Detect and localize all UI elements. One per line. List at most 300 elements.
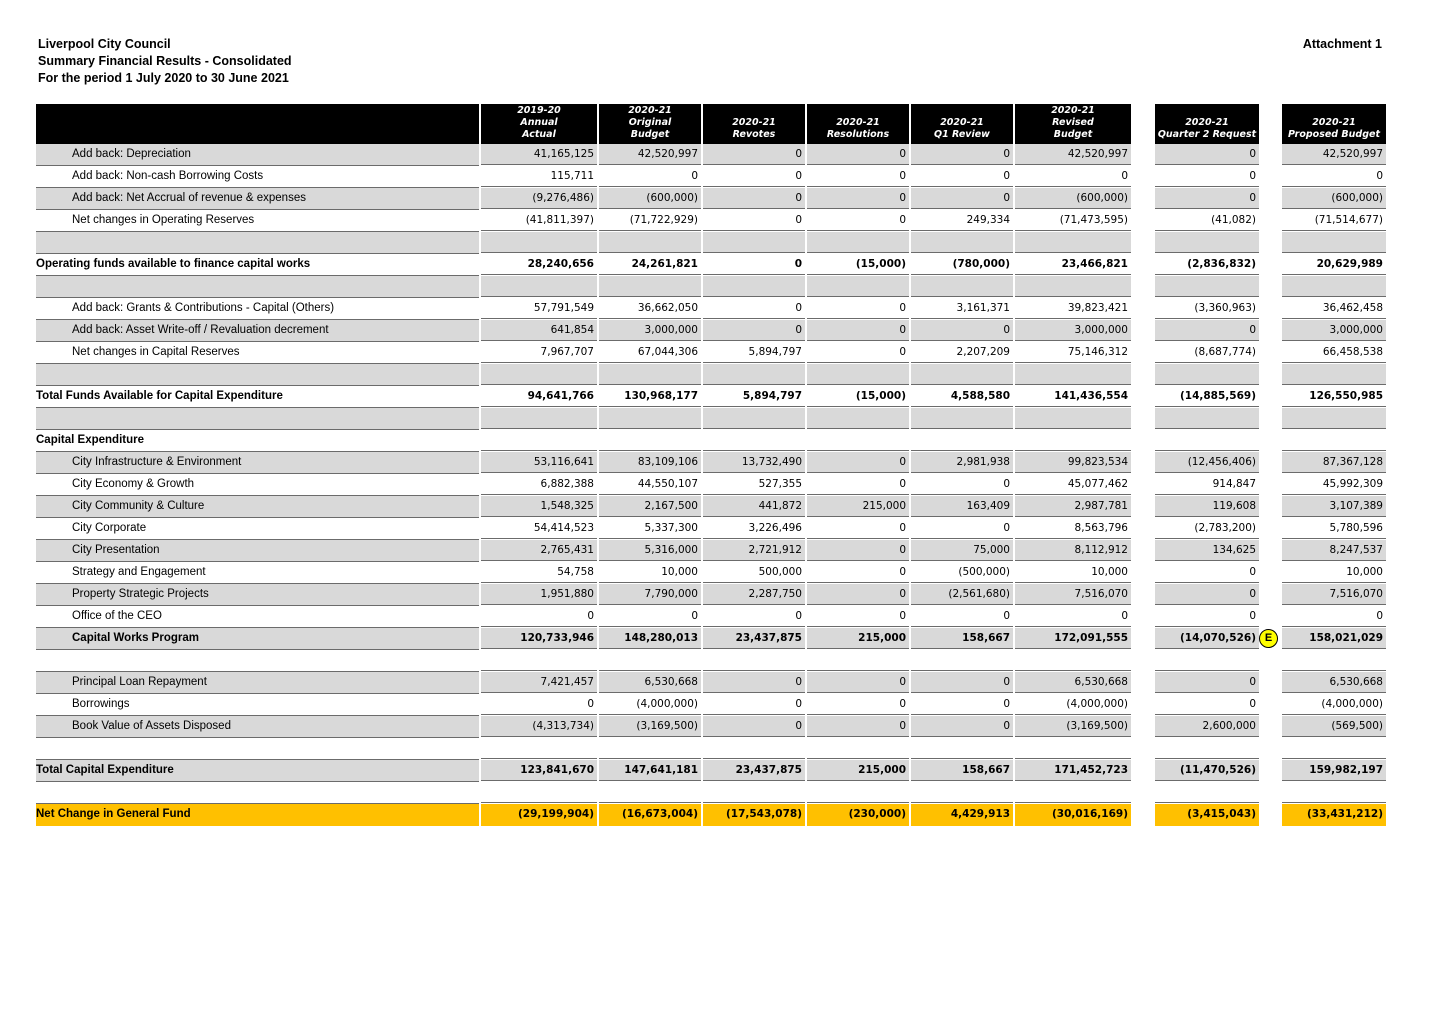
value-cell: (600,000) — [1015, 188, 1131, 209]
value-cell — [1015, 408, 1131, 429]
value-cell — [1282, 650, 1386, 671]
value-cell: 0 — [1155, 188, 1259, 209]
value-cell: 0 — [1155, 562, 1259, 583]
org-name: Liverpool City Council — [38, 37, 171, 51]
value-cell: 163,409 — [911, 496, 1013, 517]
value-cell — [1155, 232, 1259, 253]
value-cell: 0 — [703, 188, 805, 209]
column-header-line: Budget — [1053, 129, 1093, 140]
table-row — [0, 474, 1446, 496]
value-cell: 215,000 — [807, 628, 909, 649]
value-cell: (15,000) — [807, 254, 909, 275]
row-label: Net changes in Operating Reserves — [36, 210, 479, 232]
value-cell: 134,625 — [1155, 540, 1259, 561]
value-cell: 0 — [599, 166, 701, 187]
value-cell: 2,981,938 — [911, 452, 1013, 473]
value-cell — [1282, 782, 1386, 803]
value-cell: 54,758 — [481, 562, 597, 583]
attachment-label: Attachment 1 — [1302, 37, 1382, 51]
table-row — [0, 210, 1446, 232]
value-cell: 6,882,388 — [481, 474, 597, 495]
value-cell: (4,000,000) — [1015, 694, 1131, 715]
value-cell: 3,161,371 — [911, 298, 1013, 319]
value-cell: 0 — [807, 672, 909, 693]
table-row — [0, 496, 1446, 518]
column-header-line: Budget — [630, 129, 670, 140]
row-label: Office of the CEO — [36, 606, 479, 628]
value-cell: 0 — [911, 144, 1013, 165]
value-cell: 45,077,462 — [1015, 474, 1131, 495]
value-cell: (2,783,200) — [1155, 518, 1259, 539]
value-cell: 123,841,670 — [481, 760, 597, 781]
value-cell — [481, 738, 597, 759]
value-cell: (4,000,000) — [599, 694, 701, 715]
value-cell: 2,765,431 — [481, 540, 597, 561]
column-header-line: 2020-21 — [732, 117, 776, 128]
value-cell: (230,000) — [807, 804, 909, 826]
value-cell: 0 — [911, 672, 1013, 693]
value-cell: 0 — [807, 584, 909, 605]
value-cell — [481, 276, 597, 297]
row-label: Strategy and Engagement — [36, 562, 479, 584]
value-cell: 0 — [703, 716, 805, 737]
table-row — [0, 232, 1446, 254]
value-cell: 1,951,880 — [481, 584, 597, 605]
value-cell: 0 — [1282, 606, 1386, 627]
value-cell: (2,561,680) — [911, 584, 1013, 605]
value-cell: 36,662,050 — [599, 298, 701, 319]
value-cell: 39,823,421 — [1015, 298, 1131, 319]
table-row — [0, 672, 1446, 694]
value-cell: 94,641,766 — [481, 386, 597, 407]
report-title: Summary Financial Results - Consolidated — [38, 54, 292, 68]
table-row — [0, 342, 1446, 364]
value-cell: 24,261,821 — [599, 254, 701, 275]
row-label: Total Funds Available for Capital Expenditure — [36, 386, 479, 408]
value-cell: 0 — [807, 166, 909, 187]
value-cell: 0 — [703, 210, 805, 231]
value-cell: 0 — [807, 716, 909, 737]
value-cell — [1155, 430, 1259, 451]
value-cell: (15,000) — [807, 386, 909, 407]
value-cell — [911, 276, 1013, 297]
value-cell: 66,458,538 — [1282, 342, 1386, 363]
value-cell: 10,000 — [599, 562, 701, 583]
value-cell: 8,563,796 — [1015, 518, 1131, 539]
value-cell — [703, 408, 805, 429]
report-header-block — [38, 36, 292, 87]
value-cell — [911, 738, 1013, 759]
column-header — [703, 104, 805, 144]
value-cell: 57,791,549 — [481, 298, 597, 319]
value-cell: 0 — [703, 606, 805, 627]
value-cell: 7,790,000 — [599, 584, 701, 605]
value-cell: 215,000 — [807, 496, 909, 517]
value-cell: (71,473,595) — [1015, 210, 1131, 231]
table-row — [0, 386, 1446, 408]
value-cell — [703, 364, 805, 385]
column-header-line: 2020-21 — [628, 105, 672, 116]
value-cell: (9,276,486) — [481, 188, 597, 209]
value-cell: 158,667 — [911, 760, 1013, 781]
value-cell: (16,673,004) — [599, 804, 701, 826]
value-cell — [599, 364, 701, 385]
value-cell: 0 — [1155, 144, 1259, 165]
value-cell — [1155, 650, 1259, 671]
value-cell: 0 — [807, 474, 909, 495]
value-cell: (11,470,526) — [1155, 760, 1259, 781]
column-header-line: 2020-21 — [1051, 105, 1095, 116]
row-label: Property Strategic Projects — [36, 584, 479, 606]
value-cell: 0 — [911, 188, 1013, 209]
value-cell — [703, 232, 805, 253]
annotation-marker: E — [1259, 629, 1278, 648]
value-cell: 4,429,913 — [911, 804, 1013, 826]
value-cell: 99,823,534 — [1015, 452, 1131, 473]
value-cell — [599, 408, 701, 429]
row-label: City Infrastructure & Environment — [36, 452, 479, 474]
row-label: Total Capital Expenditure — [36, 760, 479, 782]
value-cell: (3,169,500) — [599, 716, 701, 737]
value-cell: (41,082) — [1155, 210, 1259, 231]
value-cell: 7,421,457 — [481, 672, 597, 693]
value-cell — [1155, 782, 1259, 803]
row-label: Add back: Asset Write-off / Revaluation decrement — [36, 320, 479, 342]
row-label: City Community & Culture — [36, 496, 479, 518]
value-cell — [807, 276, 909, 297]
value-cell: 2,721,912 — [703, 540, 805, 561]
column-header-line: Annual — [520, 117, 558, 128]
value-cell — [1155, 364, 1259, 385]
value-cell: 3,000,000 — [1282, 320, 1386, 341]
value-cell — [911, 408, 1013, 429]
table-row — [0, 738, 1446, 760]
row-label: Add back: Non-cash Borrowing Costs — [36, 166, 479, 188]
value-cell: 0 — [807, 562, 909, 583]
column-header — [1015, 104, 1131, 144]
table-row — [0, 584, 1446, 606]
value-cell: 0 — [703, 254, 805, 275]
value-cell — [599, 738, 701, 759]
value-cell: (569,500) — [1282, 716, 1386, 737]
row-label: Add back: Net Accrual of revenue & expenses — [36, 188, 479, 210]
value-cell: 2,600,000 — [1155, 716, 1259, 737]
row-label: City Presentation — [36, 540, 479, 562]
value-cell: (71,514,677) — [1282, 210, 1386, 231]
table-row — [0, 540, 1446, 562]
row-label: Book Value of Assets Disposed — [36, 716, 479, 738]
value-cell: 172,091,555 — [1015, 628, 1131, 649]
value-cell: (780,000) — [911, 254, 1013, 275]
value-cell: 120,733,946 — [481, 628, 597, 649]
table-row — [0, 364, 1446, 386]
value-cell — [807, 430, 909, 451]
value-cell — [807, 364, 909, 385]
value-cell: (29,199,904) — [481, 804, 597, 826]
row-label — [36, 364, 479, 386]
table-row — [0, 276, 1446, 298]
column-header-line: Actual — [522, 129, 556, 140]
column-header-line: Original — [628, 117, 672, 128]
value-cell — [1015, 430, 1131, 451]
value-cell: (600,000) — [599, 188, 701, 209]
label-column-header — [36, 104, 479, 144]
value-cell: 0 — [703, 144, 805, 165]
value-cell: 23,466,821 — [1015, 254, 1131, 275]
value-cell — [481, 650, 597, 671]
value-cell: (3,415,043) — [1155, 804, 1259, 826]
value-cell: 2,207,209 — [911, 342, 1013, 363]
table-row — [0, 254, 1446, 276]
value-cell: 0 — [807, 540, 909, 561]
value-cell — [599, 782, 701, 803]
value-cell: 6,530,668 — [599, 672, 701, 693]
value-cell — [1015, 782, 1131, 803]
value-cell — [1282, 738, 1386, 759]
value-cell — [481, 408, 597, 429]
table-row — [0, 606, 1446, 628]
value-cell: 67,044,306 — [599, 342, 701, 363]
column-header-line: Resolutions — [826, 129, 890, 140]
value-cell: 41,165,125 — [481, 144, 597, 165]
value-cell: 0 — [703, 298, 805, 319]
value-cell — [911, 232, 1013, 253]
value-cell: 914,847 — [1155, 474, 1259, 495]
value-cell — [807, 232, 909, 253]
value-cell: 147,641,181 — [599, 760, 701, 781]
value-cell: 0 — [1155, 606, 1259, 627]
value-cell: 42,520,997 — [1282, 144, 1386, 165]
value-cell: 0 — [807, 320, 909, 341]
value-cell: 0 — [1155, 672, 1259, 693]
value-cell: 8,112,912 — [1015, 540, 1131, 561]
value-cell: (3,169,500) — [1015, 716, 1131, 737]
value-cell: 141,436,554 — [1015, 386, 1131, 407]
value-cell: 0 — [703, 672, 805, 693]
value-cell: 83,109,106 — [599, 452, 701, 473]
value-cell: 0 — [807, 144, 909, 165]
value-cell: (41,811,397) — [481, 210, 597, 231]
value-cell: 23,437,875 — [703, 760, 805, 781]
value-cell: 0 — [807, 452, 909, 473]
value-cell: 0 — [1155, 166, 1259, 187]
value-cell: 3,226,496 — [703, 518, 805, 539]
column-header-line: Q1 Review — [934, 129, 990, 140]
value-cell — [599, 430, 701, 451]
value-cell: 5,337,300 — [599, 518, 701, 539]
value-cell: 5,780,596 — [1282, 518, 1386, 539]
value-cell — [807, 650, 909, 671]
value-cell: 0 — [481, 606, 597, 627]
value-cell: 500,000 — [703, 562, 805, 583]
value-cell: 158,667 — [911, 628, 1013, 649]
value-cell: (33,431,212) — [1282, 804, 1386, 826]
table-row — [0, 650, 1446, 672]
value-cell: 28,240,656 — [481, 254, 597, 275]
value-cell — [599, 650, 701, 671]
value-cell: 0 — [1015, 166, 1131, 187]
value-cell: 0 — [703, 166, 805, 187]
value-cell — [1282, 408, 1386, 429]
value-cell: 0 — [911, 716, 1013, 737]
value-cell — [703, 782, 805, 803]
value-cell: 0 — [807, 606, 909, 627]
row-label: Capital Works Program — [36, 628, 479, 650]
value-cell: 3,000,000 — [1015, 320, 1131, 341]
value-cell: 0 — [1155, 694, 1259, 715]
value-cell — [703, 650, 805, 671]
value-cell: 0 — [703, 694, 805, 715]
value-cell: (4,313,734) — [481, 716, 597, 737]
value-cell: 42,520,997 — [1015, 144, 1131, 165]
value-cell — [481, 430, 597, 451]
value-cell — [911, 650, 1013, 671]
value-cell — [599, 276, 701, 297]
value-cell: 7,516,070 — [1282, 584, 1386, 605]
column-header-line: 2019-20 — [517, 105, 561, 116]
value-cell: 1,548,325 — [481, 496, 597, 517]
row-label: Add back: Depreciation — [36, 144, 479, 166]
row-label: Borrowings — [36, 694, 479, 716]
table-row — [0, 628, 1446, 650]
table-row — [0, 804, 1446, 826]
value-cell: 0 — [481, 694, 597, 715]
value-cell — [911, 430, 1013, 451]
value-cell: 0 — [807, 210, 909, 231]
column-header-line: 2020-21 — [836, 117, 880, 128]
value-cell — [1015, 738, 1131, 759]
table-row — [0, 562, 1446, 584]
value-cell: 148,280,013 — [599, 628, 701, 649]
value-cell — [807, 782, 909, 803]
value-cell: 0 — [911, 166, 1013, 187]
value-cell: 0 — [911, 474, 1013, 495]
value-cell — [481, 782, 597, 803]
value-cell — [1015, 650, 1131, 671]
row-label: Capital Expenditure — [36, 430, 479, 452]
column-header-line: 2020-21 — [1185, 117, 1229, 128]
row-label — [36, 782, 479, 804]
value-cell: 441,872 — [703, 496, 805, 517]
value-cell — [1015, 276, 1131, 297]
value-cell: 5,894,797 — [703, 386, 805, 407]
value-cell — [703, 430, 805, 451]
value-cell: (17,543,078) — [703, 804, 805, 826]
value-cell — [599, 232, 701, 253]
table-row — [0, 518, 1446, 540]
value-cell: (2,836,832) — [1155, 254, 1259, 275]
value-cell: 3,000,000 — [599, 320, 701, 341]
value-cell: (500,000) — [911, 562, 1013, 583]
column-header-line: Revised — [1052, 117, 1094, 128]
value-cell — [1282, 276, 1386, 297]
value-cell: 54,414,523 — [481, 518, 597, 539]
value-cell: 45,992,309 — [1282, 474, 1386, 495]
value-cell: 6,530,668 — [1015, 672, 1131, 693]
value-cell — [481, 232, 597, 253]
value-cell — [1282, 364, 1386, 385]
value-cell: 10,000 — [1282, 562, 1386, 583]
value-cell: 2,287,750 — [703, 584, 805, 605]
value-cell: 4,588,580 — [911, 386, 1013, 407]
row-label: Add back: Grants & Contributions - Capital (Others) — [36, 298, 479, 320]
table-row — [0, 166, 1446, 188]
value-cell: 0 — [1155, 320, 1259, 341]
column-header-line: Proposed Budget — [1287, 129, 1380, 140]
value-cell: 10,000 — [1015, 562, 1131, 583]
table-row — [0, 452, 1446, 474]
value-cell: 0 — [1015, 606, 1131, 627]
value-cell: 8,247,537 — [1282, 540, 1386, 561]
column-header — [807, 104, 909, 144]
value-cell — [1282, 232, 1386, 253]
value-cell: 5,894,797 — [703, 342, 805, 363]
value-cell: 130,968,177 — [599, 386, 701, 407]
table-row — [0, 430, 1446, 452]
column-header-line: Revotes — [732, 129, 776, 140]
value-cell: (14,070,526) — [1155, 628, 1259, 649]
value-cell — [1282, 430, 1386, 451]
table-row — [0, 760, 1446, 782]
value-cell — [1155, 408, 1259, 429]
value-cell: (71,722,929) — [599, 210, 701, 231]
value-cell — [807, 408, 909, 429]
value-cell: (8,687,774) — [1155, 342, 1259, 363]
table-row — [0, 408, 1446, 430]
value-cell: 0 — [807, 188, 909, 209]
value-cell: 0 — [807, 298, 909, 319]
report-period: For the period 1 July 2020 to 30 June 2021 — [38, 71, 289, 85]
value-cell — [703, 738, 805, 759]
value-cell — [1015, 232, 1131, 253]
value-cell: 20,629,989 — [1282, 254, 1386, 275]
column-header — [1155, 104, 1259, 144]
value-cell: 3,107,389 — [1282, 496, 1386, 517]
row-label: Principal Loan Repayment — [36, 672, 479, 694]
value-cell: (4,000,000) — [1282, 694, 1386, 715]
value-cell: 36,462,458 — [1282, 298, 1386, 319]
value-cell: 171,452,723 — [1015, 760, 1131, 781]
column-header — [599, 104, 701, 144]
column-header — [911, 104, 1013, 144]
table-row — [0, 144, 1446, 166]
row-label: Net changes in Capital Reserves — [36, 342, 479, 364]
value-cell: 7,516,070 — [1015, 584, 1131, 605]
row-label — [36, 232, 479, 254]
row-label — [36, 408, 479, 430]
value-cell: (600,000) — [1282, 188, 1386, 209]
row-label — [36, 738, 479, 760]
value-cell: 0 — [911, 518, 1013, 539]
row-label — [36, 276, 479, 298]
value-cell: 0 — [911, 320, 1013, 341]
column-header-line: Quarter 2 Request — [1157, 129, 1257, 140]
value-cell: 119,608 — [1155, 496, 1259, 517]
table-row — [0, 298, 1446, 320]
value-cell: 6,530,668 — [1282, 672, 1386, 693]
value-cell: 0 — [1155, 584, 1259, 605]
column-header-line: 2020-21 — [1312, 117, 1356, 128]
value-cell — [1155, 276, 1259, 297]
value-cell: 0 — [807, 342, 909, 363]
value-cell: 23,437,875 — [703, 628, 805, 649]
value-cell: 527,355 — [703, 474, 805, 495]
value-cell: 215,000 — [807, 760, 909, 781]
value-cell — [1155, 738, 1259, 759]
value-cell: 2,167,500 — [599, 496, 701, 517]
value-cell: 249,334 — [911, 210, 1013, 231]
value-cell: 2,987,781 — [1015, 496, 1131, 517]
